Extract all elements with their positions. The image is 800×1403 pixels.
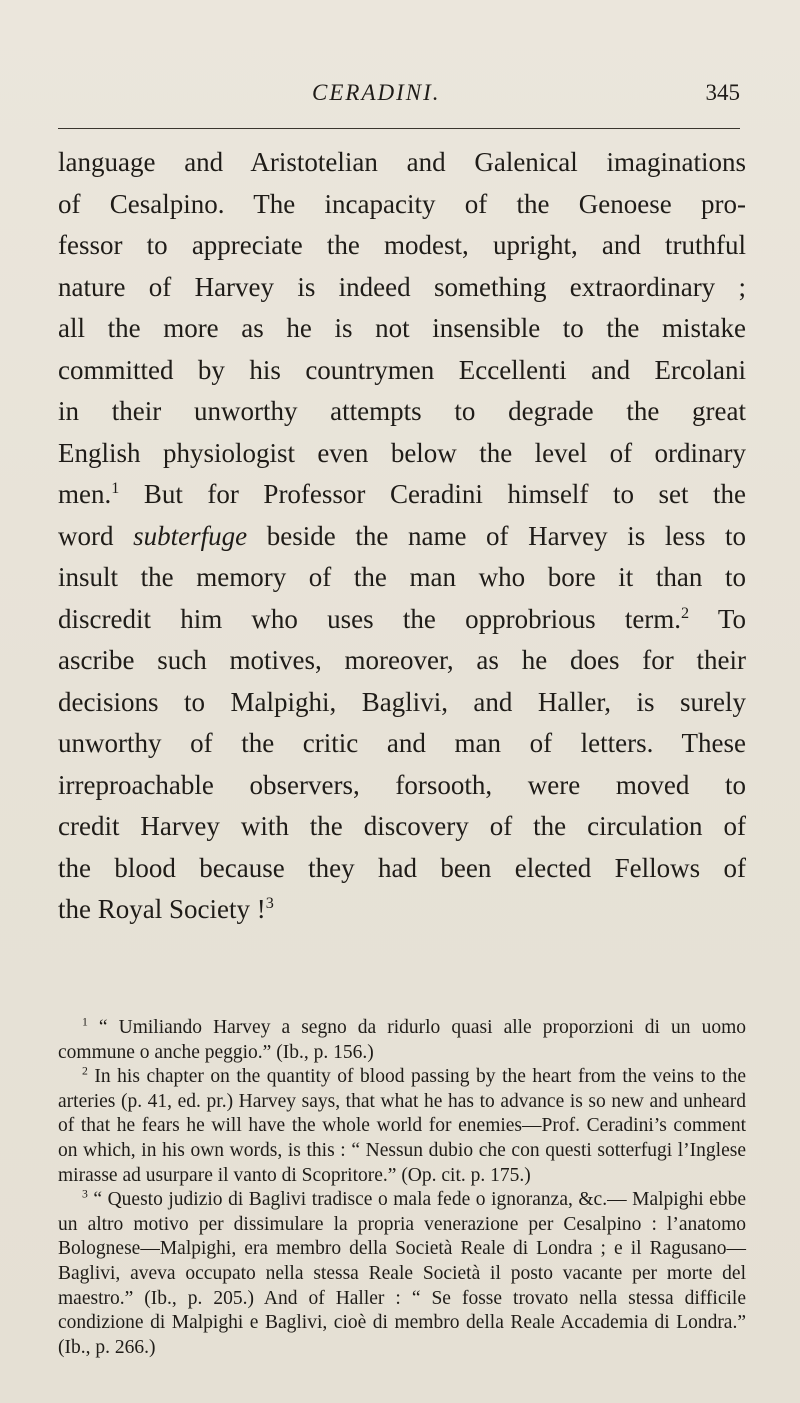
- text-segment: the Royal Society !: [58, 894, 266, 924]
- text-line: in their unworthy attempts to degrade the great: [58, 396, 746, 426]
- header-rule: [58, 128, 740, 129]
- text-line: nature of Harvey is indeed something extraordinary ;: [58, 271, 746, 302]
- italic-term: subterfuge: [133, 520, 248, 551]
- footnote-2: [58, 1065, 746, 1188]
- footnote-text: In his chapter on the quantity of blood passing by the heart from the veins to the arteries (p. 41, ed. pr.) Harvey says, that what he has to advance is so new and unheard of that he fears he will have the whole world for enemies—Prof. Ceradini’s comment on which, in his own words, is this : “ Nessun dubio che con questi sotterfugi l’Inglese mirasse ad usurpare il vanto di Scopritore.” (Op. cit. p. 175.): [58, 1066, 746, 1186]
- footnotes: [58, 1016, 746, 1360]
- text-line: unworthy of the critic and man of letters. These: [58, 728, 746, 758]
- text-line: [58, 889, 746, 931]
- footnote-number: 2: [82, 1064, 88, 1078]
- footnote-text: “ Questo judizio di Baglivi tradisce o mala fede o ignoranza, &c.— Malpighi ebbe un altro motivo per dissimulare la propria venerazione per Cesalpino : l’anatomo Bolognese—Malpighi, era membro della Società Reale di Londra ; e il Ragusano—Baglivi, aveva occupato nella stessa Reale Società il posto vacante per morte del maestro.” (Ib., p. 205.) And of Haller : “ Se fosse trovato nella stessa difficile condizione di Malpighi e Baglivi, cioè di membro della Reale Accademia di Londra.” (Ib., p. 266.): [58, 1189, 746, 1358]
- text-segment: discredit him who uses the opprobrious term.: [58, 603, 682, 634]
- footnote-number: 1: [82, 1015, 88, 1029]
- text-segment: word: [58, 520, 134, 551]
- text-line: committed by his countrymen Eccellenti and Ercolani: [58, 354, 746, 385]
- text-line: ascribe such motives, moreover, as he does for their: [58, 645, 746, 675]
- text-line: the blood because they had been elected Fellows of: [58, 852, 746, 883]
- text-line: insult the memory of the man who bore it than to: [58, 562, 746, 592]
- footnote-ref-2[interactable]: 2: [681, 603, 690, 622]
- footnote-ref-3[interactable]: 3: [265, 894, 274, 912]
- text-segment: To: [689, 603, 746, 634]
- footnote-text: “ Umiliando Harvey a segno da ridurlo quasi alle proporzioni di un uomo commune o anche peggio.” (Ib., p. 156.): [58, 1017, 746, 1063]
- running-head: CERADINI.: [312, 80, 441, 105]
- text-line: English physiologist even below the level of ordinary: [58, 437, 746, 468]
- text-line: irreproachable observers, forsooth, were moved to: [58, 769, 746, 800]
- text-line: decisions to Malpighi, Baglivi, and Haller, is surely: [58, 686, 746, 717]
- page-header: [58, 80, 740, 106]
- main-paragraph: [58, 142, 746, 931]
- footnote-1: [58, 1016, 746, 1065]
- text-line: [58, 516, 746, 558]
- footnote-number: 3: [82, 1187, 88, 1201]
- text-line: [58, 599, 746, 641]
- footnote-3: [58, 1188, 746, 1360]
- text-line: language and Aristotelian and Galenical imaginations: [58, 147, 746, 177]
- text-line: [58, 474, 746, 516]
- footnote-ref-1[interactable]: 1: [111, 479, 120, 497]
- text-line: credit Harvey with the discovery of the circulation of: [58, 811, 746, 841]
- text-line: all the more as he is not insensible to the mistake: [58, 313, 746, 343]
- text-line: of Cesalpino. The incapacity of the Genoese pro-: [58, 188, 746, 219]
- text-line: fessor to appreciate the modest, upright, and truthful: [58, 230, 746, 260]
- text-segment: But for Professor Ceradini himself to set the: [119, 479, 746, 509]
- page-number: 345: [705, 80, 740, 105]
- text-segment: beside the name of Harvey is less to: [247, 520, 747, 551]
- text-segment: men.: [58, 479, 112, 509]
